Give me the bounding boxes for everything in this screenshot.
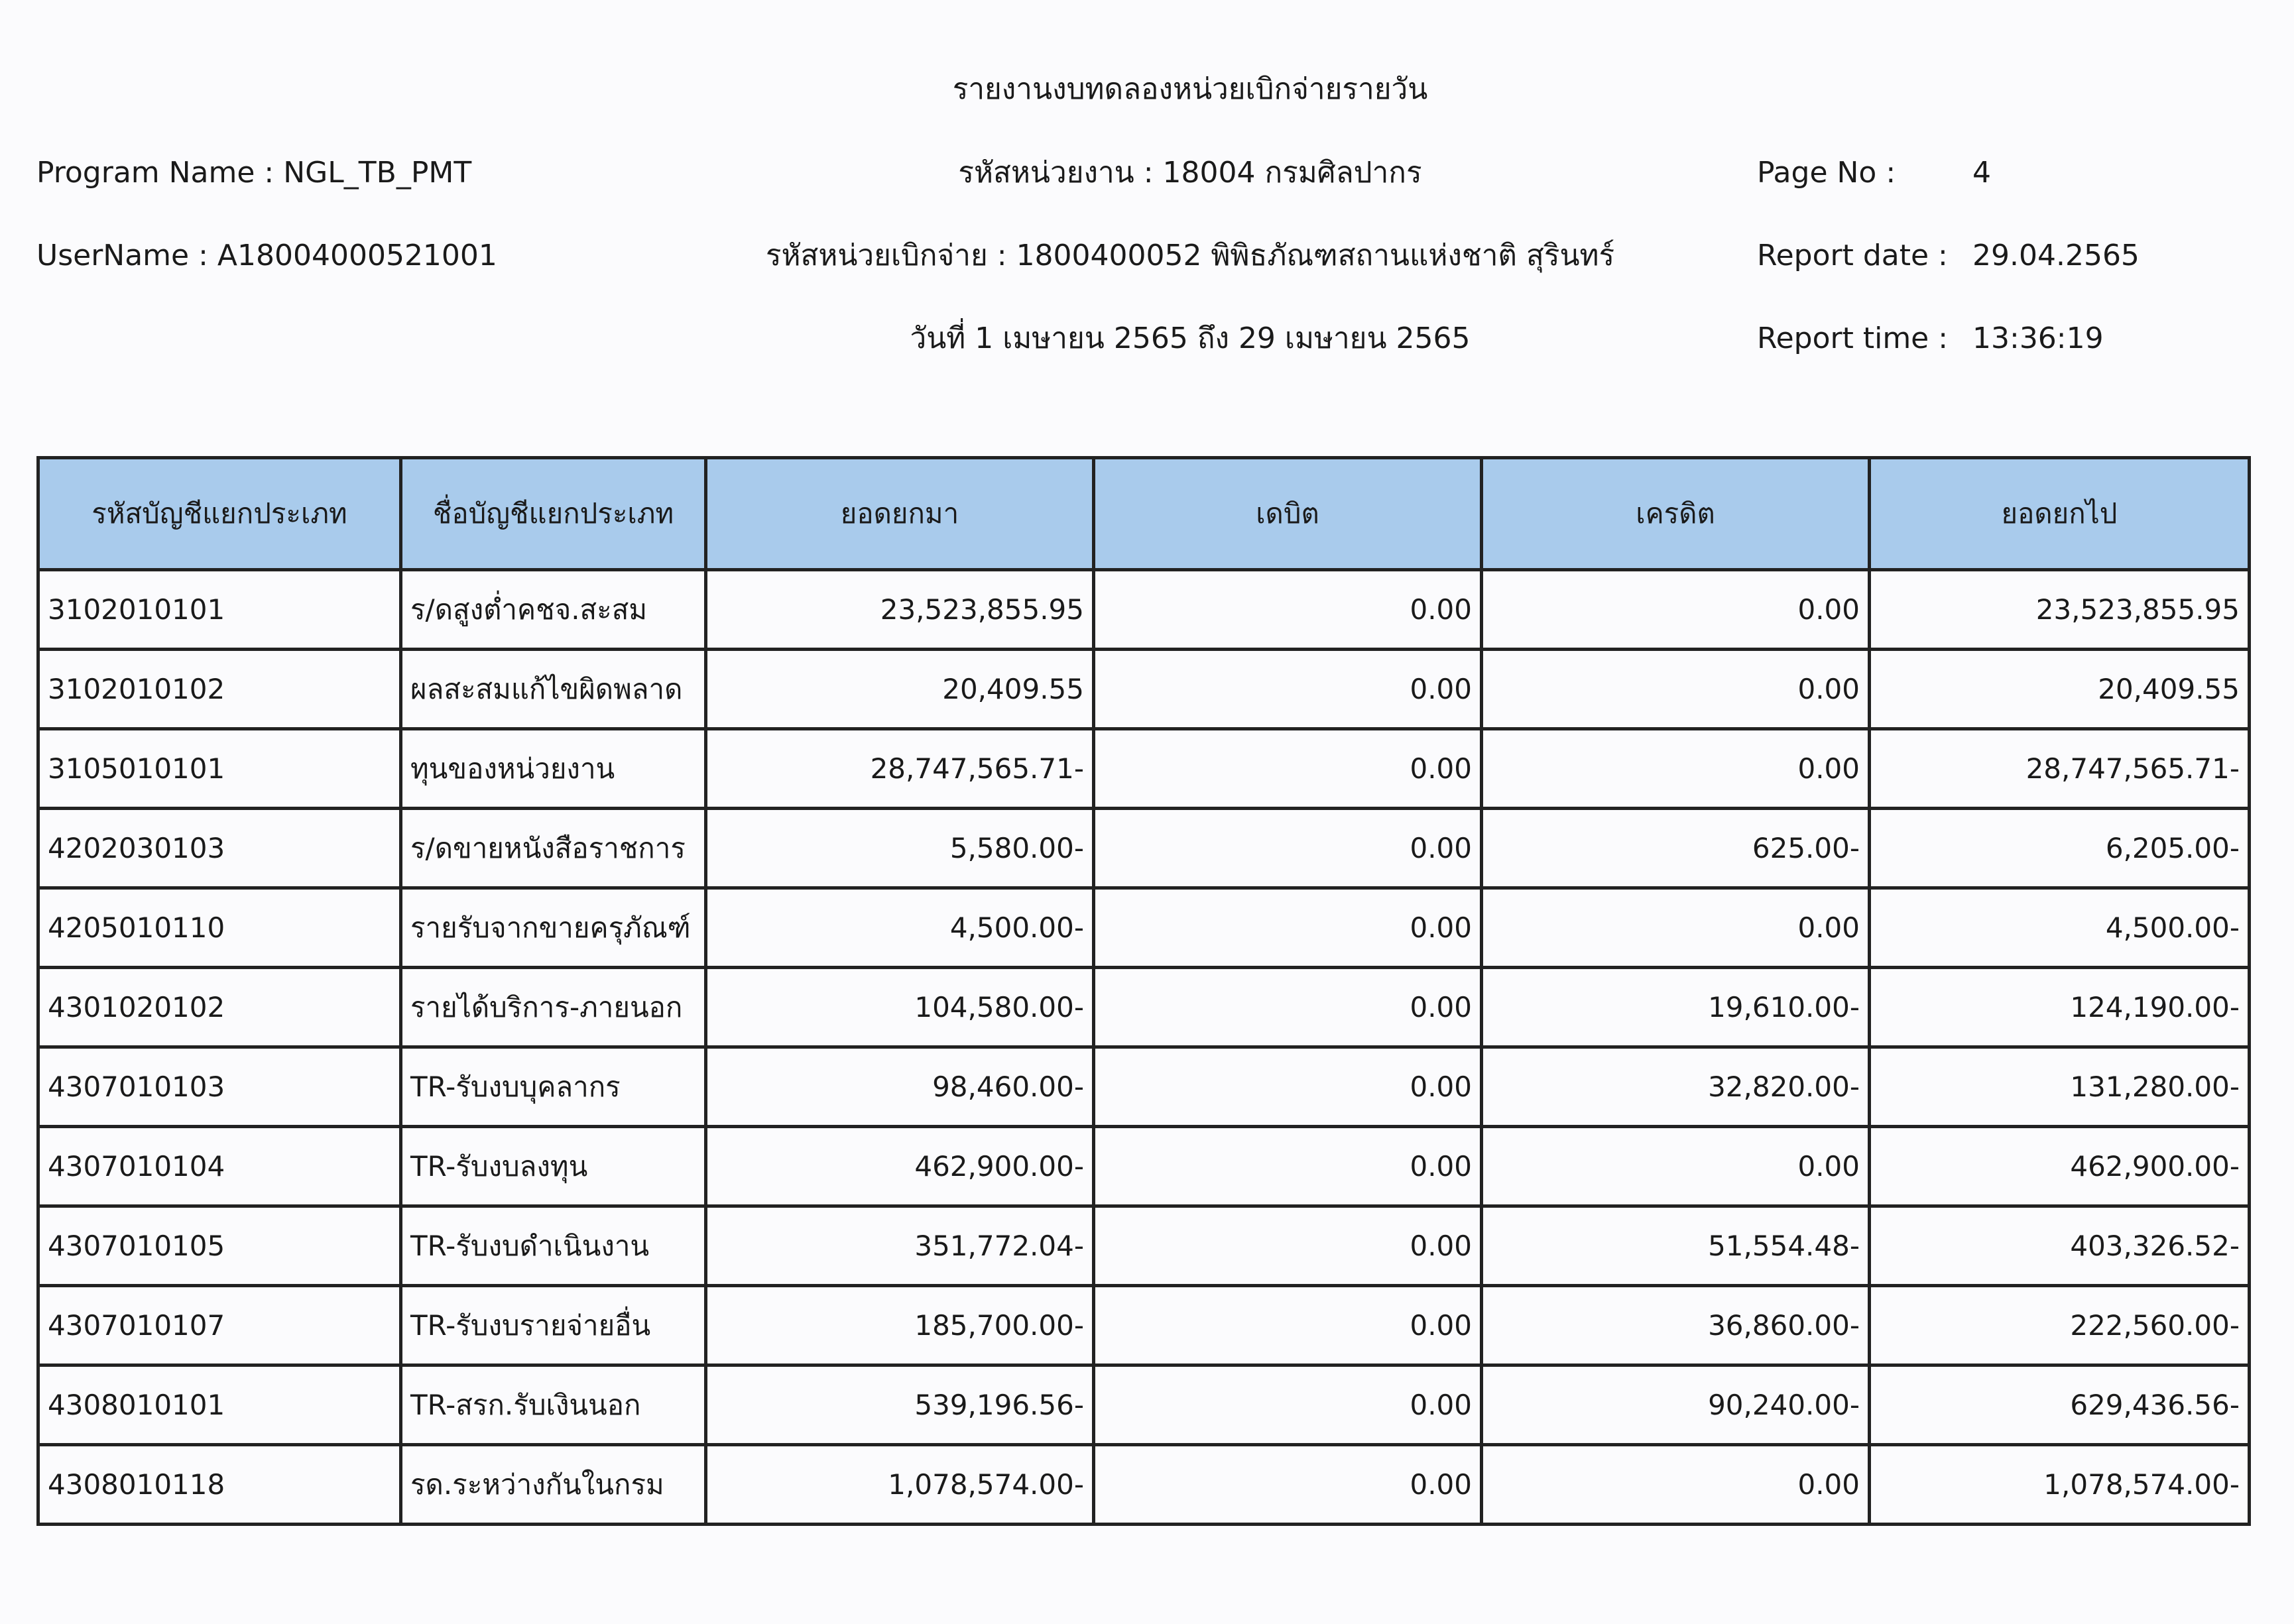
cell-opening-balance: 539,196.56- xyxy=(706,1365,1094,1445)
cell-credit: 0.00 xyxy=(1482,570,1870,650)
cell-opening-balance: 28,747,565.71- xyxy=(706,729,1094,809)
header-opening-balance: ยอดยกมา xyxy=(706,458,1094,570)
program-name: Program Name : NGL_TB_PMT xyxy=(36,156,472,190)
cell-opening-balance: 185,700.00- xyxy=(706,1286,1094,1365)
cell-account-code: 4202030103 xyxy=(38,809,401,888)
cell-opening-balance: 104,580.00- xyxy=(706,968,1094,1047)
cell-closing-balance: 222,560.00- xyxy=(1870,1286,2250,1365)
cell-debit: 0.00 xyxy=(1094,809,1482,888)
cell-opening-balance: 20,409.55 xyxy=(706,650,1094,729)
date-range: วันที่ 1 เมษายน 2565 ถึง 29 เมษายน 2565 xyxy=(910,321,1471,355)
cell-debit: 0.00 xyxy=(1094,729,1482,809)
cell-opening-balance: 1,078,574.00- xyxy=(706,1445,1094,1525)
cell-account-name: TR-รับงบลงทุน xyxy=(401,1127,706,1206)
cell-account-name: ผลสะสมแก้ไขผิดพลาด xyxy=(401,650,706,729)
cell-account-name: ร/ดขายหนังสือราชการ xyxy=(401,809,706,888)
cell-account-name: TR-สรก.รับเงินนอก xyxy=(401,1365,706,1445)
cell-account-name: รด.ระหว่างกันในกรม xyxy=(401,1445,706,1525)
cell-closing-balance: 28,747,565.71- xyxy=(1870,729,2250,809)
cell-credit: 0.00 xyxy=(1482,1445,1870,1525)
cell-credit: 32,820.00- xyxy=(1482,1047,1870,1127)
cell-closing-balance: 23,523,855.95 xyxy=(1870,570,2250,650)
cell-account-code: 3105010101 xyxy=(38,729,401,809)
cell-credit: 0.00 xyxy=(1482,729,1870,809)
table-row xyxy=(38,968,2250,1047)
cell-debit: 0.00 xyxy=(1094,650,1482,729)
cell-closing-balance: 4,500.00- xyxy=(1870,888,2250,968)
cell-account-name: รายได้บริการ-ภายนอก xyxy=(401,968,706,1047)
table-row xyxy=(38,1286,2250,1365)
report-time-value: 13:36:19 xyxy=(1972,321,2104,355)
header-account-code: รหัสบัญชีแยกประเภท xyxy=(38,458,401,570)
cell-credit: 51,554.48- xyxy=(1482,1206,1870,1286)
cell-account-name: TR-รับงบบุคลากร xyxy=(401,1047,706,1127)
cell-credit: 36,860.00- xyxy=(1482,1286,1870,1365)
table-header-row xyxy=(38,458,2250,570)
agency-code: รหัสหน่วยงาน : 18004 กรมศิลปากร xyxy=(958,156,1422,190)
disbursing-unit: รหัสหน่วยเบิกจ่าย : 1800400052 พิพิธภัณฑสถานแห่งชาติ สุรินทร์ xyxy=(765,239,1615,272)
username: UserName : A18004000521001 xyxy=(36,239,497,272)
header-debit: เดบิต xyxy=(1094,458,1482,570)
cell-closing-balance: 1,078,574.00- xyxy=(1870,1445,2250,1525)
table-row xyxy=(38,1127,2250,1206)
cell-opening-balance: 351,772.04- xyxy=(706,1206,1094,1286)
cell-debit: 0.00 xyxy=(1094,968,1482,1047)
cell-credit: 0.00 xyxy=(1482,888,1870,968)
cell-opening-balance: 98,460.00- xyxy=(706,1047,1094,1127)
cell-debit: 0.00 xyxy=(1094,888,1482,968)
trial-balance-table xyxy=(36,456,2251,1526)
cell-closing-balance: 131,280.00- xyxy=(1870,1047,2250,1127)
table-row xyxy=(38,729,2250,809)
cell-closing-balance: 124,190.00- xyxy=(1870,968,2250,1047)
cell-opening-balance: 23,523,855.95 xyxy=(706,570,1094,650)
cell-closing-balance: 462,900.00- xyxy=(1870,1127,2250,1206)
cell-account-name: รายรับจากขายครุภัณฑ์ xyxy=(401,888,706,968)
cell-opening-balance: 462,900.00- xyxy=(706,1127,1094,1206)
cell-account-name: ทุนของหน่วยงาน xyxy=(401,729,706,809)
cell-credit: 90,240.00- xyxy=(1482,1365,1870,1445)
cell-closing-balance: 6,205.00- xyxy=(1870,809,2250,888)
cell-debit: 0.00 xyxy=(1094,1047,1482,1127)
cell-debit: 0.00 xyxy=(1094,1365,1482,1445)
cell-account-code: 4307010104 xyxy=(38,1127,401,1206)
cell-opening-balance: 4,500.00- xyxy=(706,888,1094,968)
cell-account-name: TR-รับงบรายจ่ายอื่น xyxy=(401,1286,706,1365)
header-credit: เครดิต xyxy=(1482,458,1870,570)
table-row xyxy=(38,1365,2250,1445)
table-row xyxy=(38,1445,2250,1525)
report-date-value: 29.04.2565 xyxy=(1972,239,2140,272)
cell-account-code: 3102010101 xyxy=(38,570,401,650)
cell-account-code: 4301020102 xyxy=(38,968,401,1047)
cell-debit: 0.00 xyxy=(1094,1286,1482,1365)
report-title: รายงานงบทดลองหน่วยเบิกจ่ายรายวัน xyxy=(952,72,1428,106)
cell-debit: 0.00 xyxy=(1094,570,1482,650)
cell-credit: 0.00 xyxy=(1482,1127,1870,1206)
cell-debit: 0.00 xyxy=(1094,1127,1482,1206)
page-no-label: Page No : xyxy=(1757,156,1896,190)
cell-opening-balance: 5,580.00- xyxy=(706,809,1094,888)
cell-account-code: 4308010118 xyxy=(38,1445,401,1525)
cell-account-code: 4205010110 xyxy=(38,888,401,968)
cell-account-code: 3102010102 xyxy=(38,650,401,729)
cell-credit: 19,610.00- xyxy=(1482,968,1870,1047)
cell-account-name: TR-รับงบดำเนินงาน xyxy=(401,1206,706,1286)
cell-debit: 0.00 xyxy=(1094,1206,1482,1286)
cell-closing-balance: 20,409.55 xyxy=(1870,650,2250,729)
table-row xyxy=(38,809,2250,888)
header-closing-balance: ยอดยกไป xyxy=(1870,458,2250,570)
report-date-label: Report date : xyxy=(1757,239,1948,272)
cell-account-name: ร/ดสูงต่ำคชจ.สะสม xyxy=(401,570,706,650)
table-row xyxy=(38,570,2250,650)
header-account-name: ชื่อบัญชีแยกประเภท xyxy=(401,458,706,570)
table-row xyxy=(38,1047,2250,1127)
cell-account-code: 4307010105 xyxy=(38,1206,401,1286)
table-row xyxy=(38,650,2250,729)
cell-credit: 625.00- xyxy=(1482,809,1870,888)
page-no-value: 4 xyxy=(1972,156,1991,190)
cell-credit: 0.00 xyxy=(1482,650,1870,729)
report-time-label: Report time : xyxy=(1757,321,1949,355)
cell-debit: 0.00 xyxy=(1094,1445,1482,1525)
cell-closing-balance: 629,436.56- xyxy=(1870,1365,2250,1445)
cell-account-code: 4307010103 xyxy=(38,1047,401,1127)
cell-account-code: 4307010107 xyxy=(38,1286,401,1365)
cell-closing-balance: 403,326.52- xyxy=(1870,1206,2250,1286)
table-row xyxy=(38,1206,2250,1286)
table-row xyxy=(38,888,2250,968)
cell-account-code: 4308010101 xyxy=(38,1365,401,1445)
